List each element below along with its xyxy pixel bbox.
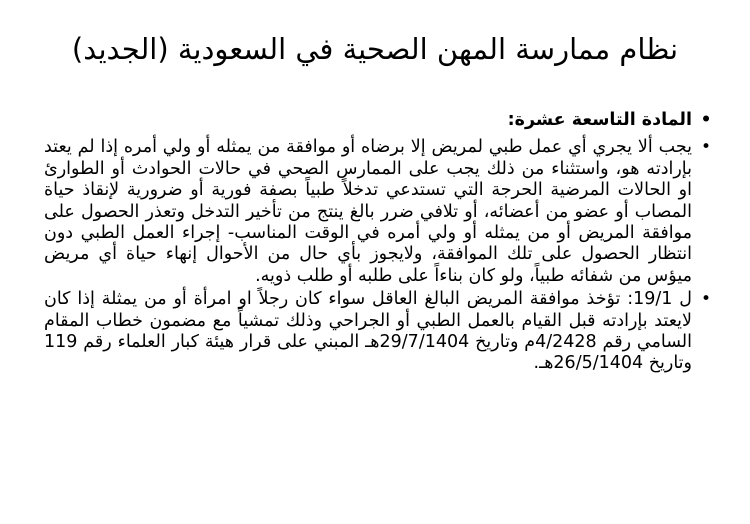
slide-title: نظام ممارسة المهن الصحية في السعودية (الجديد) <box>71 32 679 66</box>
bullet-icon: • <box>700 110 712 130</box>
bullet-icon: • <box>700 137 712 158</box>
list-item-regulation-text <box>44 289 712 375</box>
article-heading-text: المادة التاسعة عشرة: <box>507 110 692 130</box>
bullet-icon: • <box>700 289 712 310</box>
article-body-text: يجب ألا يجري أي عمل طبي لمريض إلا برضاه أو موافقة من يمثله أو ولي أمره إذا لم يعتد بإرادته هو، واستثناء من ذلك يجب على الممارس الصحي في حالات الحوادث أو الطوارئ او الحالات المرضية الحرجة التي تستدعي تدخلاً طبياً بصفة فورية أو ضرورية لإنقاذ حياة المصاب أو عضو من أعضائه، أو تلافي ضرر بالغ ينتج من تأخير التدخل وتعذر الحصول على موافقة المريض أو من يمثله أو ولي أمره في الوقت المناسب- إجراء العمل الطبي دون انتظار الحصول على تلك الموافقة، ولايجوز بأي حال من الأحوال إنهاء حياة أي مريض ميؤس من شفائه طبياً، ولو كان بناءاً على طلبه أو طلب ذويه. <box>44 137 692 286</box>
bullet-list <box>44 110 712 375</box>
list-item-article-heading <box>44 110 712 131</box>
list-item-article-text <box>44 137 712 287</box>
regulation-body-text: ل 19/1: تؤخذ موافقة المريض البالغ العاقل سواء كان رجلاً او امرأة أو من يمثلة إذا كان لايعتد بإرادته قبل القيام بالعمل الطبي أو الجراحي وذلك تمشياً مع مضمون خطاب المقام السامي رقم 4/2428م وتاريخ 29/7/1404هـ المبني على قرار هيئة كبار العلماء رقم 119 وتاريخ 26/5/1404هـ. <box>44 289 692 374</box>
